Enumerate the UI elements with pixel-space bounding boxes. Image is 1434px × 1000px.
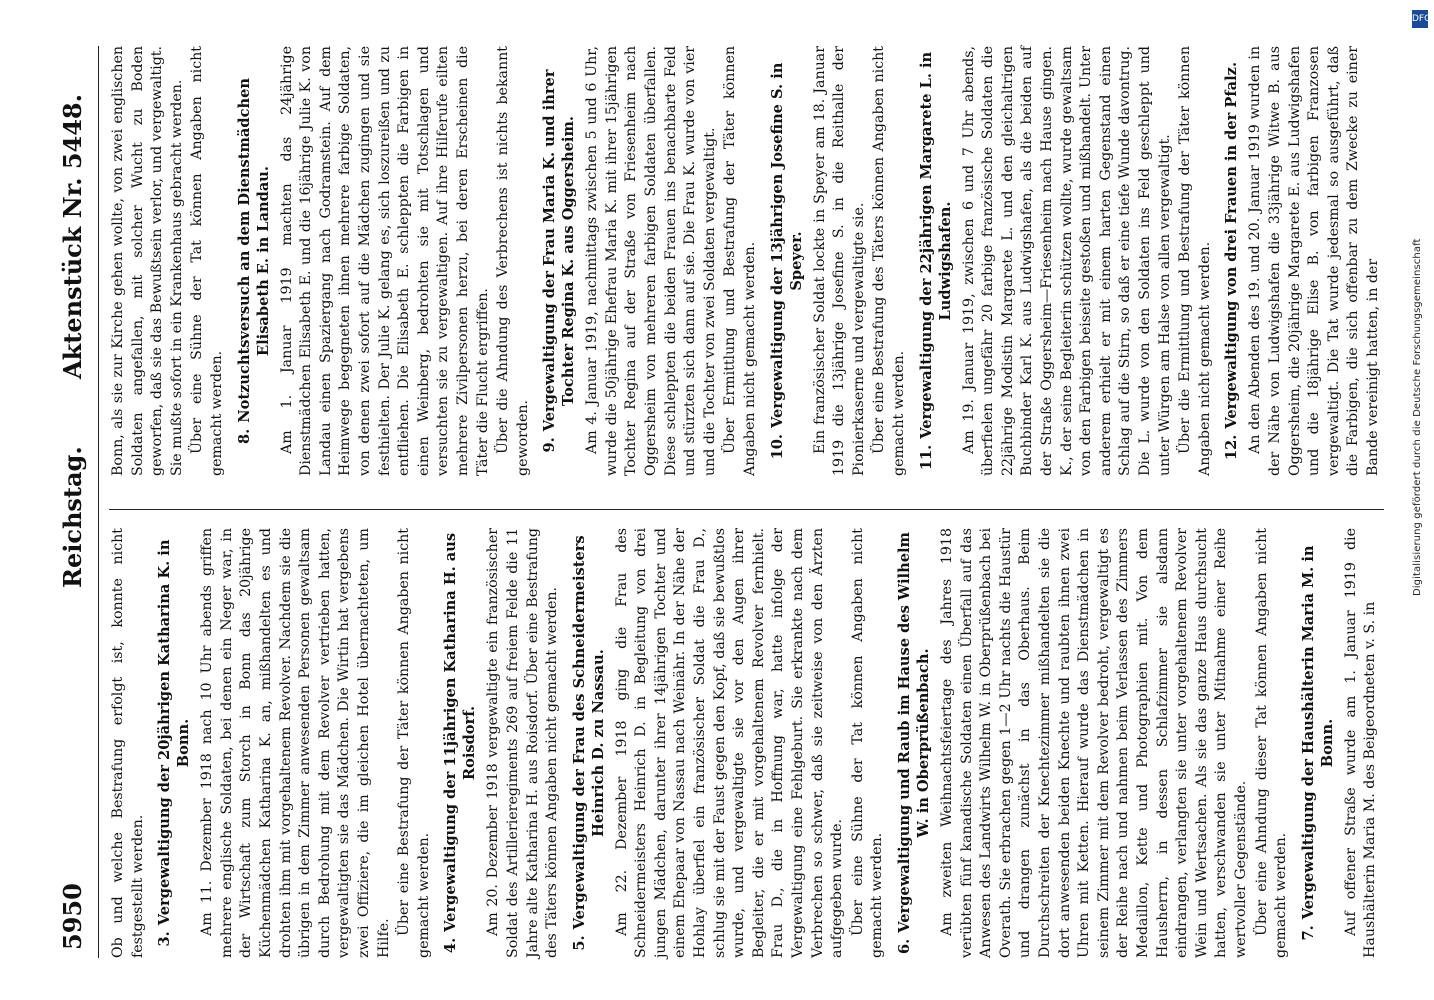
section-title: Vergewaltigung der 20jährigen Katharina K. in Bonn. — [156, 539, 193, 926]
section-number: 8. — [235, 428, 253, 444]
body-paragraph: An den Abenden des 19. und 20. Januar 1919 wurden in der Nähe von Ludwigshafen die 33jährige Witwe B. aus Oggersheim, die 20jährige Margarete E. aus Ludwigshafen und die 18jährige Elise B. von farbigen Franzosen vergewaltigt. Die Tat wurde jedesmal so ausgeführt, daß die Farbigen, die sich offenbar zu dem Zwecke zu einer Bande vereinigt hatten, in der — [1247, 46, 1381, 476]
body-paragraph: Am 1. Januar 1919 machten das 24jährige Dienstmädchen Elisabeth E. und die 16jährige Julie K. von Landau einen Spaziergang nach Godramstein. Auf dem Heimwege begegneten ihnen mehrere farbige Soldaten, von denen zwei sofort auf die Mädchen zugingen und sie festhielten. Der Julie K. gelang es, sich loszureißen und zu entfliehen. Die Elisabeth E. schleppten die Farbigen in einen Weinberg, bedrohten sie mit Totschlagen und versuchten sie zu vergewaltigen. Auf ihre Hilferufe eilten mehrere Zivilpersonen herzu, bei deren Erscheinen die Täter die Flucht ergriffen. — [278, 46, 491, 476]
body-paragraph: Über eine Bestrafung der Täter können Angaben nicht gemacht werden. — [396, 528, 432, 958]
body-paragraph: Auf offener Straße wurde am 1. Januar 1919 die Haushälterin Maria M. des Beigeordneten v. S. in — [1342, 528, 1379, 958]
section-heading — [895, 528, 933, 958]
section-number: 6. — [896, 938, 913, 954]
section-title: Vergewaltigung der Frau des Schneidermeisters Heinrich D. zu Nassau. — [570, 535, 607, 930]
body-paragraph: Bonn, als sie zur Kirche gehen wollte, von zwei englischen Soldaten angefallen, mit solcher Wucht zu Boden geworfen, daß sie das Bewußtsein verlor, und vergewaltigt. Sie mußte sofort in ein Krankenhaus gebracht werden. — [110, 46, 185, 476]
left-column — [109, 509, 1384, 958]
body-paragraph: Über die Ermittlung und Bestrafung der Täter können Angaben nicht gemacht werden. — [1177, 46, 1213, 476]
page-number: 5950 — [58, 883, 87, 950]
section-heading — [1222, 46, 1241, 476]
body-paragraph: Am 11. Dezember 1918 nach 10 Uhr abends griffen mehrere englische Soldaten, bei denen ein Neger war, in der Wirtschaft zum Storch in Bonn das 20jährige Küchenmädchen Katharina K. an, mißhandelten es und drohten ihm mit vorgehaltenem Revolver. Nachdem sie die übrigen in dem Zimmer anwesenden Personen gewaltsam durch Bedrohung mit dem Revolver vertrieben hatten, vergewaltigten sie das Mädchen. Die Wirtin hat vergebens zwei Offiziere, die im gleichen Hotel übernachteten, um Hilfe. — [199, 528, 392, 958]
section-title: Vergewaltigung der Haushälterin Maria M. in Bonn. — [1299, 545, 1336, 920]
section-heading — [540, 46, 578, 476]
section-title: Vergewaltigung von drei Frauen in der Pfalz. — [1223, 61, 1241, 429]
right-column — [109, 46, 1384, 480]
section-heading — [155, 528, 193, 958]
dfg-logo-icon: DFG — [1412, 10, 1428, 28]
body-paragraph: Am 22. Dezember 1918 ging die Frau des Schneidermeisters Heinrich D. in Begleitung von drei jungen Mädchen, darunter ihrer 14jährigen Tochter und einem Ehepaar von Nassau nach Weinähr. In der Nähe der Hohlay überfiel ein französischer Soldat die Frau D., schlug sie mit der Faust gegen den Kopf, daß sie bewußtlos wurde, und vergewaltigte sie vor den Augen ihrer Begleiter, die er mit vorgehaltenem Revolver fernhielt. Frau D., die in Hoffnung war, hatte infolge der Vergewaltigung eine Fehlgeburt. Sie erkrankte nach dem Verbrechen so schwer, daß sie zeitweise von den Ärzten aufgegeben wurde. — [613, 528, 846, 958]
section-number: 3. — [156, 931, 174, 947]
section-heading — [1299, 528, 1337, 958]
body-paragraph: Über eine Bestrafung des Täters können Angaben nicht gemacht werden. — [871, 46, 907, 476]
running-head-title: Reichstag. — [58, 446, 87, 588]
section-title: Notzuchtsversuch an dem Dienstmädchen Elisabeth E. in Landau. — [235, 78, 272, 423]
section-title: Vergewaltigung der 11jährigen Katharina H. aus Roisdorf. — [442, 532, 479, 932]
section-number: 4. — [442, 937, 460, 954]
section-number: 11. — [917, 444, 935, 471]
section-heading — [441, 528, 479, 958]
body-paragraph: Am 19. Januar 1919, zwischen 6 und 7 Uhr abends, überfielen ungefähr 20 farbige französische Soldaten die 22jährige Modistin Margarete L. und den gleichaltrigen Buchbinder Karl K. aus Ludwigshafen, als die beiden auf der Straße Oggersheim—Friesenheim nach Hause gingen. K., der seine Begleiterin schützen wollte, wurde gewaltsam von den Farbigen beiseite gestoßen und mißhandelt. Unter anderem erhielt er mit einem harten Gegenstand einen Schlag auf die Stirn, so daß er eine tiefe Wunde davontrug. Die L. wurde von den Soldaten ins Feld geschleppt und unter Würgen am Halse von allen vergewaltigt. — [960, 46, 1173, 476]
section-title: Vergewaltigung der Frau Maria K. und ihrer Tochter Regina K. aus Oggersheim. — [541, 69, 578, 432]
text-columns — [109, 46, 1384, 958]
section-heading — [570, 528, 608, 958]
digitization-credit: Digitalisierung gefördert durch die Deutsche Forschungsgemeinschaft — [1412, 238, 1423, 596]
section-title: Vergewaltigung und Raub im Hause des Wilhelm W. in Oberprüßenbach. — [896, 532, 932, 933]
section-number: 12. — [1223, 434, 1241, 461]
body-paragraph: Am zweiten Weihnachtsfeiertage des Jahres 1918 verübten fünf kanadische Soldaten einen Überfall auf das Anwesen des Landwirts Wilhelm W. in Oberprüßenbach bei Overath. Sie erbrachen gegen 1—2 Uhr nachts die Haustür und drangen zunächst in das Oberhaus. Beim Durchschreiten der Knechtezimmer mißhandelten sie die dort anwesenden beiden Knechte und raubten ihnen zwei Uhren mit Ketten. Hierauf wurde das Dienstmädchen in seinem Zimmer mit dem Revolver bedroht, vergewaltigt es der Reihe nach und nahmen beim Verlassen des Zimmers Medaillon, Kette und Photographien mit. Von dem Hausherrn, in dessen Schlafzimmer sie alsdann eindrangen, verlangten sie unter vorgehaltenem Revolver Wein und Wertsachen. Als sie das ganze Haus durchsucht hatten, verschwanden sie unter Mitnahme einer Reihe wertvoller Gegenstände. — [939, 528, 1249, 958]
body-paragraph: Über die Ahndung des Verbrechens ist nichts bekannt geworden. — [495, 46, 531, 476]
section-title: Vergewaltigung der 22jährigen Margarete L. in Ludwigshafen. — [917, 51, 954, 439]
section-heading — [235, 46, 273, 476]
body-paragraph: Ob und welche Bestrafung erfolgt ist, konnte nicht festgestellt werden. — [110, 528, 146, 958]
section-number: 9. — [541, 437, 559, 453]
body-paragraph: Über eine Ahndung dieser Tat können Angaben nicht gemacht werden. — [1253, 528, 1290, 958]
section-number: 5. — [570, 935, 588, 951]
section-title: Vergewaltigung der 13jährigen Josefine S. in Speyer. — [768, 62, 805, 429]
section-number: 7. — [1299, 925, 1317, 941]
body-paragraph: Über eine Sühne der Tat können Angaben nicht gemacht werden. — [849, 528, 886, 958]
document-number: Aktenstück Nr. 5448. — [58, 94, 87, 379]
body-paragraph: Am 4. Januar 1919, nachmittags zwischen 5 und 6 Uhr, wurde die 50jährige Ehefrau Maria K. mit ihrer 15jährigen Tochter Regina auf der Straße von Friesenheim nach Oggersheim von mehreren farbigen Soldaten überfallen. Diese schleppten die beiden Frauen ins benachbarte Feld und stürzten sich dann auf sie. Die Frau K. wurde von vier und die Tochter von zwei Soldaten vergewaltigt. — [584, 46, 718, 476]
body-paragraph: Über eine Sühne der Tat können Angaben nicht gemacht werden. — [189, 46, 225, 476]
running-head — [54, 46, 99, 958]
body-paragraph: Über Ermittlung und Bestrafung der Täter können Angaben nicht gemacht werden. — [722, 46, 759, 476]
body-paragraph: Ein französischer Soldat lockte in Speyer am 18. Januar 1919 die 13jährige Josefine S. in die Reithalle der Pionierkaserne und vergewaltigte sie. — [811, 46, 867, 476]
section-heading — [917, 46, 955, 476]
section-heading — [768, 46, 806, 476]
section-number: 10. — [768, 434, 786, 460]
body-paragraph: Am 20. Dezember 1918 vergewaltigte ein französischer Soldat des Artillerieregiments 269 auf freiem Felde die 11 Jahre alte Katharina H. aus Roisdorf. Über eine Bestrafung des Täters können Angaben nicht gemacht werden. — [485, 528, 561, 958]
